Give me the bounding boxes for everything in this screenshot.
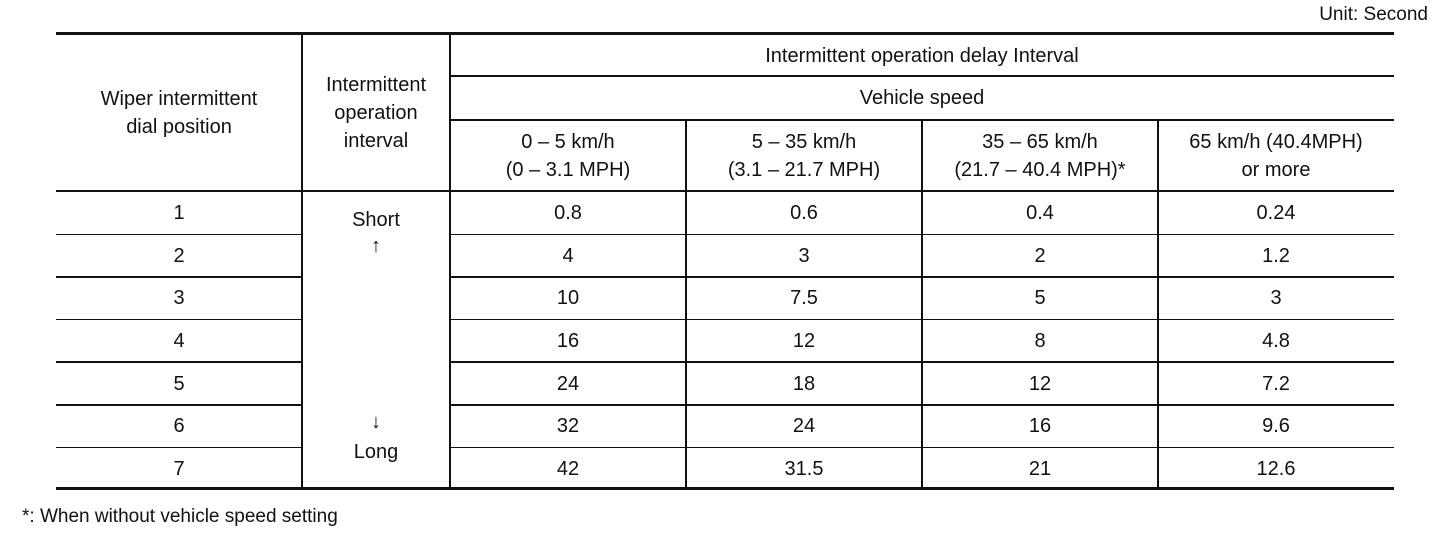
- header-delay-interval: Intermittent operation delay Interval: [765, 44, 1079, 67]
- header-vehicle-speed: Vehicle speed: [859, 87, 985, 109]
- delay-value-cell: 12.6: [1256, 457, 1296, 480]
- delay-value-cell: 42: [556, 457, 580, 480]
- delay-value-cell: 7.2: [1262, 372, 1290, 395]
- delay-value-cell: 0.4: [1026, 202, 1054, 225]
- delay-value-cell: 5: [1034, 287, 1046, 310]
- header-interval: Intermittent operation interval: [325, 74, 427, 152]
- header-speed-0-5: 0 – 5 km/h (0 – 3.1 MPH): [505, 130, 631, 181]
- dial-position-cell: 7: [173, 457, 185, 480]
- delay-value-cell: 0.6: [790, 202, 818, 225]
- delay-value-cell: 12: [792, 330, 816, 353]
- up-arrow-icon: ↑: [371, 235, 381, 257]
- dial-position-cell: 5: [173, 372, 185, 395]
- header-speed-65-plus: 65 km/h (40.4MPH) or more: [1189, 130, 1363, 181]
- delay-value-cell: 3: [1270, 287, 1282, 310]
- delay-value-cell: 21: [1028, 457, 1052, 480]
- delay-value-cell: 12: [1028, 372, 1052, 395]
- interval-column: [302, 191, 450, 490]
- delay-value-cell: 24: [792, 415, 816, 438]
- delay-value-cell: 2: [1034, 244, 1046, 267]
- interval-short-label: Short: [352, 209, 400, 231]
- delay-value-cell: 18: [792, 372, 816, 395]
- delay-value-cell: 16: [1028, 415, 1052, 438]
- delay-value-cell: 4.8: [1262, 330, 1290, 353]
- dial-position-cell: 2: [173, 244, 185, 267]
- delay-value-cell: 9.6: [1262, 415, 1290, 438]
- delay-value-cell: 8: [1034, 330, 1046, 353]
- delay-value-cell: 0.24: [1256, 202, 1296, 225]
- dial-position-cell: 4: [173, 330, 185, 353]
- delay-value-cell: 0.8: [554, 202, 582, 225]
- interval-long-label: Long: [353, 441, 399, 463]
- header-dial-position: Wiper intermittent dial position: [100, 88, 258, 138]
- down-arrow-icon: ↓: [371, 411, 381, 433]
- unit-label: Unit: Second: [1319, 4, 1428, 25]
- divider: [450, 75, 1394, 77]
- delay-value-cell: 24: [556, 372, 580, 395]
- dial-position-cell: 6: [173, 415, 185, 438]
- delay-value-cell: 31.5: [784, 457, 824, 480]
- delay-value-cell: 16: [556, 330, 580, 353]
- footnote: *: When without vehicle speed setting: [22, 506, 338, 527]
- delay-value-cell: 1.2: [1262, 244, 1290, 267]
- delay-value-cell: 32: [556, 415, 580, 438]
- delay-value-cell: 10: [556, 287, 580, 310]
- wiper-interval-table: [56, 32, 1394, 490]
- dial-position-cell: 3: [173, 287, 185, 310]
- delay-value-cell: 7.5: [790, 287, 818, 310]
- header-speed-5-35: 5 – 35 km/h (3.1 – 21.7 MPH): [727, 130, 881, 181]
- dial-position-cell: 1: [173, 202, 185, 225]
- header-speed-35-65: 35 – 65 km/h (21.7 – 40.4 MPH)*: [954, 130, 1126, 181]
- delay-value-cell: 3: [798, 244, 810, 267]
- delay-value-cell: 4: [562, 244, 574, 267]
